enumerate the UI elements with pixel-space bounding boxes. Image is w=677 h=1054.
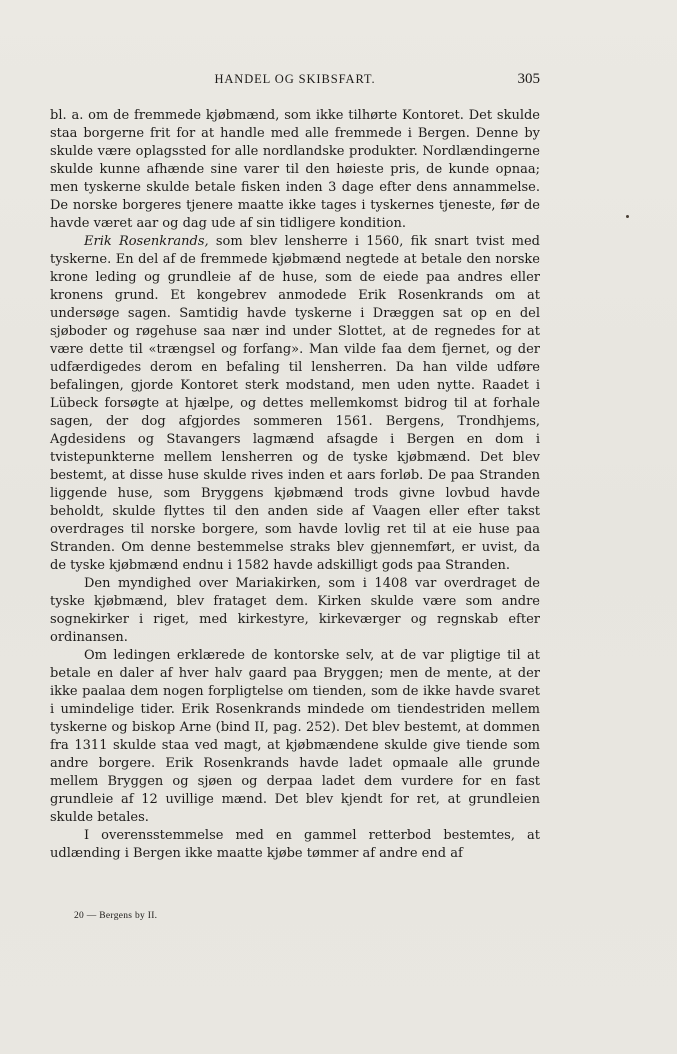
paragraph-text: som blev lensherre i 1560, fik snart tvist med tyskerne. En del af de fremmede kjøbmænd negtede at betale den norske krone leding og grundleie af de huse, som de eiede paa andres eller kronens grund. Et kongebrev anmodede Erik Rosenkrands om at undersøge sagen. Samtidig havde tyskerne i Dræggen sat op en del sjøboder og røgehuse saa nær ind under Slottet, at de regnedes for at være dette til «trængsel og forfang». Man vilde faa dem fjernet, og der udfærdigedes derom en befaling til lensherren. Da han vilde udføre befalingen, gjorde Kontoret sterk modstand, men uden nytte. Raadet i Lübeck forsøgte at hjælpe, og dettes mellemkomst bidrog til at forhale sagen, der dog afgjordes sommeren 1561. Bergens, Trondhjems, Agdesidens og Stavangers lagmænd afsagde i Bergen en dom i tvistepunkterne mellem lensherren og de tyske kjøbmænd. Det blev bestemt, at disse huse skulde rives inden et aars forløb. De paa Stranden liggende huse, som Bryggens kjøbmænd trods givne lovbud havde beholdt, skulde flyttes til den anden side af Vaagen eller efter takst overdrages til norske borgere, som havde lovlig ret til at eie huse paa Stranden. Om denne bestemmelse straks blev gjennemført, er uvist, da de tyske kjøbmænd endnu i 1582 havde adskilligt gods paa Stranden. <box>50 234 540 573</box>
paragraph-erik-rosenkrands <box>50 233 540 575</box>
page-number: 305 <box>517 71 540 87</box>
running-title: HANDEL OG SKIBSFART. <box>214 72 376 86</box>
paragraph-text: bl. a. om de fremmede kjøbmænd, som ikke tilhørte Kontoret. Det skulde staa borgerne frit for at handle med alle fremmede i Bergen. Denne by skulde være oplagssted for alle nordlandske produkter. Nordlændingerne skulde kunne afhænde sine varer til den høieste pris, de kunde opnaa; men tyskerne skulde betale fisken inden 3 dage efter dens annammelse. De norske borgeres tjenere maatte ikke tages i tyskernes tjeneste, før de havde været aar og dag ude af sin tidligere kondition. <box>50 108 540 231</box>
paragraph-continuation <box>50 107 540 233</box>
page-header <box>50 72 540 92</box>
paragraph-retterbod <box>50 827 540 863</box>
body-text <box>50 107 540 863</box>
paragraph-text: Om ledingen erklærede de kontorske selv, at de var pligtige til at betale en daler af hver halv gaard paa Bryggen; men de mente, at der ikke paalaa dem nogen forpligtelse om tienden, som de ikke havde svaret i umindelige tider. Erik Rosenkrands mindede om tiendestriden mellem tyskerne og biskop Arne (bind II, pag. 252). Det blev bestemt, at dommen fra 1311 skulde staa ved magt, at kjøbmændene skulde give tiende som andre borgere. Erik Rosenkrands havde ladet opmaale alle grunde mellem Bryggen og sjøen og derpaa ladet dem vurdere for en fast grundleie af 12 uvillige mænd. Det blev kjendt for ret, at grundleien skulde betales. <box>50 648 540 825</box>
paragraph-text: Den myndighed over Mariakirken, som i 1408 var overdraget de tyske kjøbmænd, blev frataget dem. Kirken skulde være som andre sognekirker i riget, med kirkestyre, kirkeværger og regnskab efter ordinansen. <box>50 576 540 645</box>
paragraph-mariakirken <box>50 575 540 647</box>
paper-speck <box>626 215 629 218</box>
printer-signature: 20 — Bergens by II. <box>74 911 158 921</box>
paragraph-ledingen <box>50 647 540 827</box>
paragraph-lead-name: Erik Rosenkrands, <box>84 234 209 249</box>
paragraph-text: I overensstemmelse med en gammel retterbod bestemtes, at udlænding i Bergen ikke maatte kjøbe tømmer af andre end af <box>50 828 540 861</box>
